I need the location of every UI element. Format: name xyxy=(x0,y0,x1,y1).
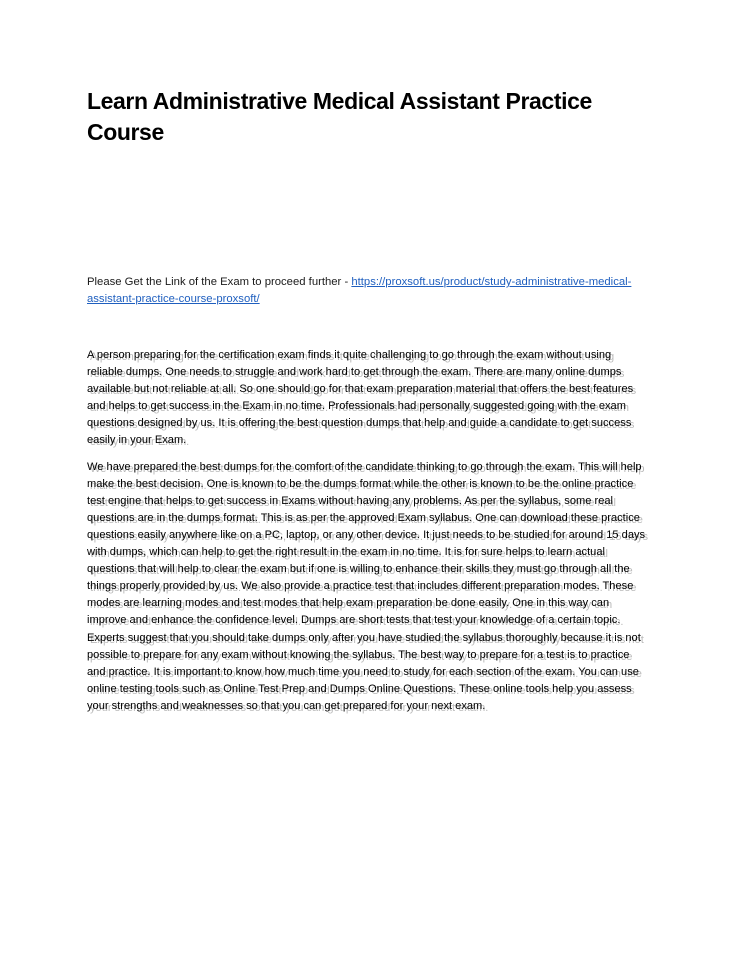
body-text xyxy=(87,347,650,724)
intro-line xyxy=(87,274,652,308)
exam-link[interactable]: https://proxsoft.us/product/study-administrative-medical-assistant-practice-course-proxsoft/ xyxy=(87,276,632,305)
paragraph-1: A person preparing for the certification exam finds it quite challenging to go through the exam without using reliable dumps. One needs to struggle and work hard to get through the exam. There are many online dumps available but not reliable at all. So one should go for that exam preparation material that offers the best features and helps to get success in the Exam in no time. Professionals had personally suggested going with the exam questions designed by us. It is offering the best question dumps that help and guide a candidate to get success easily in your Exam. xyxy=(87,349,634,447)
paragraph-2: We have prepared the best dumps for the comfort of the candidate thinking to go through the exam. This will help make the best decision. One is known to be the dumps format while the other is known to be the online practice test engine that helps to get success in Exams without having any problems. As per the syllabus, some real questions are in the dumps format. This is as per the approved Exam syllabus. One can download these practice questions easily anywhere like on a PC, laptop, or any other device. It just needs to be studied for around 15 days with dumps, which can help to get the right result in the exam in no time. It is for sure helps to learn actual questions that will help to clear the exam but if one is willing to enhance their skills they must go through all the things properly provided by us. We also provide a practice test that includes different preparation modes. These modes are learning modes and test modes that help exam preparation be done easily. One in this way can improve and enhance the confidence level. Dumps are short tests that test your knowledge of a certain topic. Experts suggest that you should take dumps only after you have studied the syllabus thoroughly because it is not possible to prepare for any exam without knowing the syllabus. The best way to prepare for a test is to practice and practice. It is important to know how much time you need to study for each section of the exam. You can use online testing tools such as Online Test Prep and Dumps Online Questions. These online tools help you assess your strengths and weaknesses so that you can get prepared for your next exam. xyxy=(87,460,646,712)
intro-text: Please Get the Link of the Exam to proceed further - xyxy=(87,276,352,288)
page-title: Learn Administrative Medical Assistant Practice Course xyxy=(87,88,592,145)
